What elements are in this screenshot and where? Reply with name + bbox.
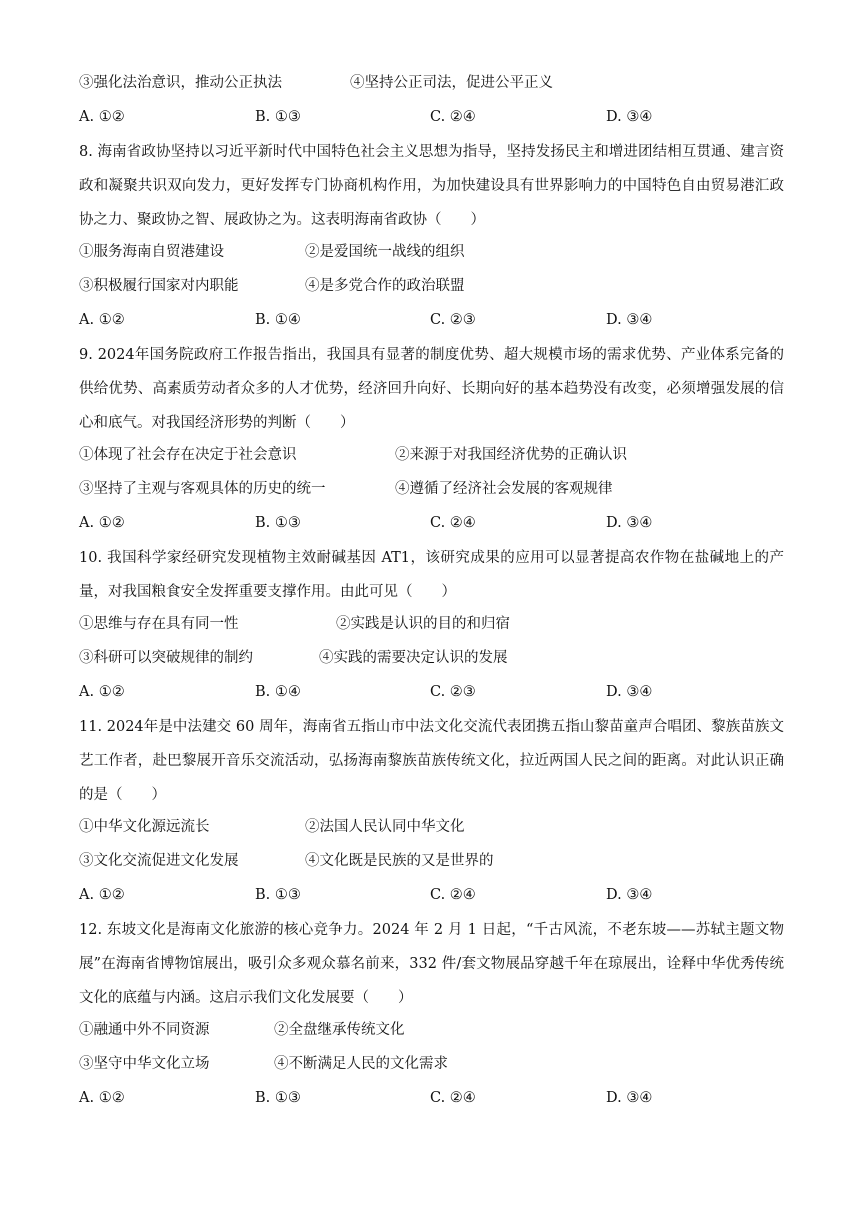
q11-choice-a: A. ①② [79, 887, 125, 903]
q11-statement-4: ④文化既是民族的又是世界的 [305, 853, 494, 869]
q8-statement-4: ④是多党合作的政治联盟 [305, 278, 465, 294]
q12-statement-3: ③坚守中华文化立场 [79, 1056, 210, 1072]
q9-statement-2: ②来源于对我国经济优势的正确认识 [395, 447, 627, 463]
q7-choice-b: B. ①③ [255, 109, 301, 125]
q11-statement-3: ③文化交流促进文化发展 [79, 853, 239, 869]
q10-choice-a: A. ①② [79, 684, 125, 700]
q10-statement-3: ③科研可以突破规律的制约 [79, 650, 253, 666]
q7-choice-a: A. ①② [79, 109, 125, 125]
q9-choice-d: D. ③④ [606, 515, 653, 531]
q7-choice-c: C. ②④ [430, 109, 476, 125]
q12-statement-2: ②全盘继承传统文化 [274, 1022, 405, 1038]
q8-choice-b: B. ①④ [255, 312, 301, 328]
q7-choice-d: D. ③④ [606, 109, 653, 125]
q7-statement-4: ④坚持公正司法，促进公平正义 [350, 75, 553, 91]
q11-stem: 11. 2024年是中法建交 60 周年，海南省五指山市中法文化交流代表团携五指山黎苗童声合唱团、黎族苗族文艺工作者，赴巴黎展开音乐交流活动，弘扬海南黎族苗族传统文化，拉近两国人民之间的距离。对此认识正确的是（ ） [79, 719, 784, 803]
q7-statement-3: ③强化法治意识，推动公正执法 [79, 75, 282, 91]
q8-statement-1: ①服务海南自贸港建设 [79, 244, 224, 260]
q12-statement-1: ①融通中外不同资源 [79, 1022, 210, 1038]
q12-choice-c: C. ②④ [430, 1090, 476, 1106]
q9-choice-a: A. ①② [79, 515, 125, 531]
q11-choice-c: C. ②④ [430, 887, 476, 903]
q10-choice-c: C. ②③ [430, 684, 476, 700]
q12-choice-d: D. ③④ [606, 1090, 653, 1106]
q9-statement-4: ④遵循了经济社会发展的客观规律 [395, 481, 613, 497]
q11-statement-2: ②法国人民认同中华文化 [305, 819, 465, 835]
q8-statement-2: ②是爱国统一战线的组织 [305, 244, 465, 260]
q12-statement-4: ④不断满足人民的文化需求 [274, 1056, 448, 1072]
q9-choice-c: C. ②④ [430, 515, 476, 531]
q11-statement-1: ①中华文化源远流长 [79, 819, 210, 835]
q12-choice-b: B. ①③ [255, 1090, 301, 1106]
q10-statement-4: ④实践的需要决定认识的发展 [319, 650, 508, 666]
q9-statement-1: ①体现了社会存在决定于社会意识 [79, 447, 297, 463]
q10-stem: 10. 我国科学家经研究发现植物主效耐碱基因 AT1，该研究成果的应用可以显著提高农作物在盐碱地上的产量，对我国粮食安全发挥重要支撑作用。由此可见（ ） [79, 550, 784, 600]
q12-choice-a: A. ①② [79, 1090, 125, 1106]
q9-stem: 9. 2024年国务院政府工作报告指出，我国具有显著的制度优势、超大规模市场的需求优势、产业体系完备的供给优势、高素质劳动者众多的人才优势，经济回升向好、长期向好的基本趋势没有改变，必须增强发展的信心和底气。对我国经济形势的判断（ ） [79, 347, 784, 431]
q12-stem: 12. 东坡文化是海南文化旅游的核心竞争力。2024 年 2 月 1 日起，“千古风流，不老东坡——苏轼主题文物展”在海南省博物馆展出，吸引众多观众慕名前来，332 件/套文物展品穿越千年在琼展出，诠释中华优秀传统文化的底蕴与内涵。这启示我们文化发展要（ ） [79, 922, 784, 1006]
q8-choice-a: A. ①② [79, 312, 125, 328]
q10-statement-1: ①思维与存在具有同一性 [79, 616, 239, 632]
q8-stem: 8. 海南省政协坚持以习近平新时代中国特色社会主义思想为指导，坚持发扬民主和增进团结相互贯通、建言资政和凝聚共识双向发力，更好发挥专门协商机构作用，为加快建设具有世界影响力的中国特色自由贸易港汇政协之力、聚政协之智、展政协之为。这表明海南省政协（ ） [79, 144, 784, 228]
q11-choice-d: D. ③④ [606, 887, 653, 903]
q8-choice-d: D. ③④ [606, 312, 653, 328]
q10-statement-2: ②实践是认识的目的和归宿 [336, 616, 510, 632]
q11-choice-b: B. ①③ [255, 887, 301, 903]
q8-statement-3: ③积极履行国家对内职能 [79, 278, 239, 294]
q8-choice-c: C. ②③ [430, 312, 476, 328]
q9-statement-3: ③坚持了主观与客观具体的历史的统一 [79, 481, 326, 497]
q9-choice-b: B. ①③ [255, 515, 301, 531]
q10-choice-b: B. ①④ [255, 684, 301, 700]
q10-choice-d: D. ③④ [606, 684, 653, 700]
